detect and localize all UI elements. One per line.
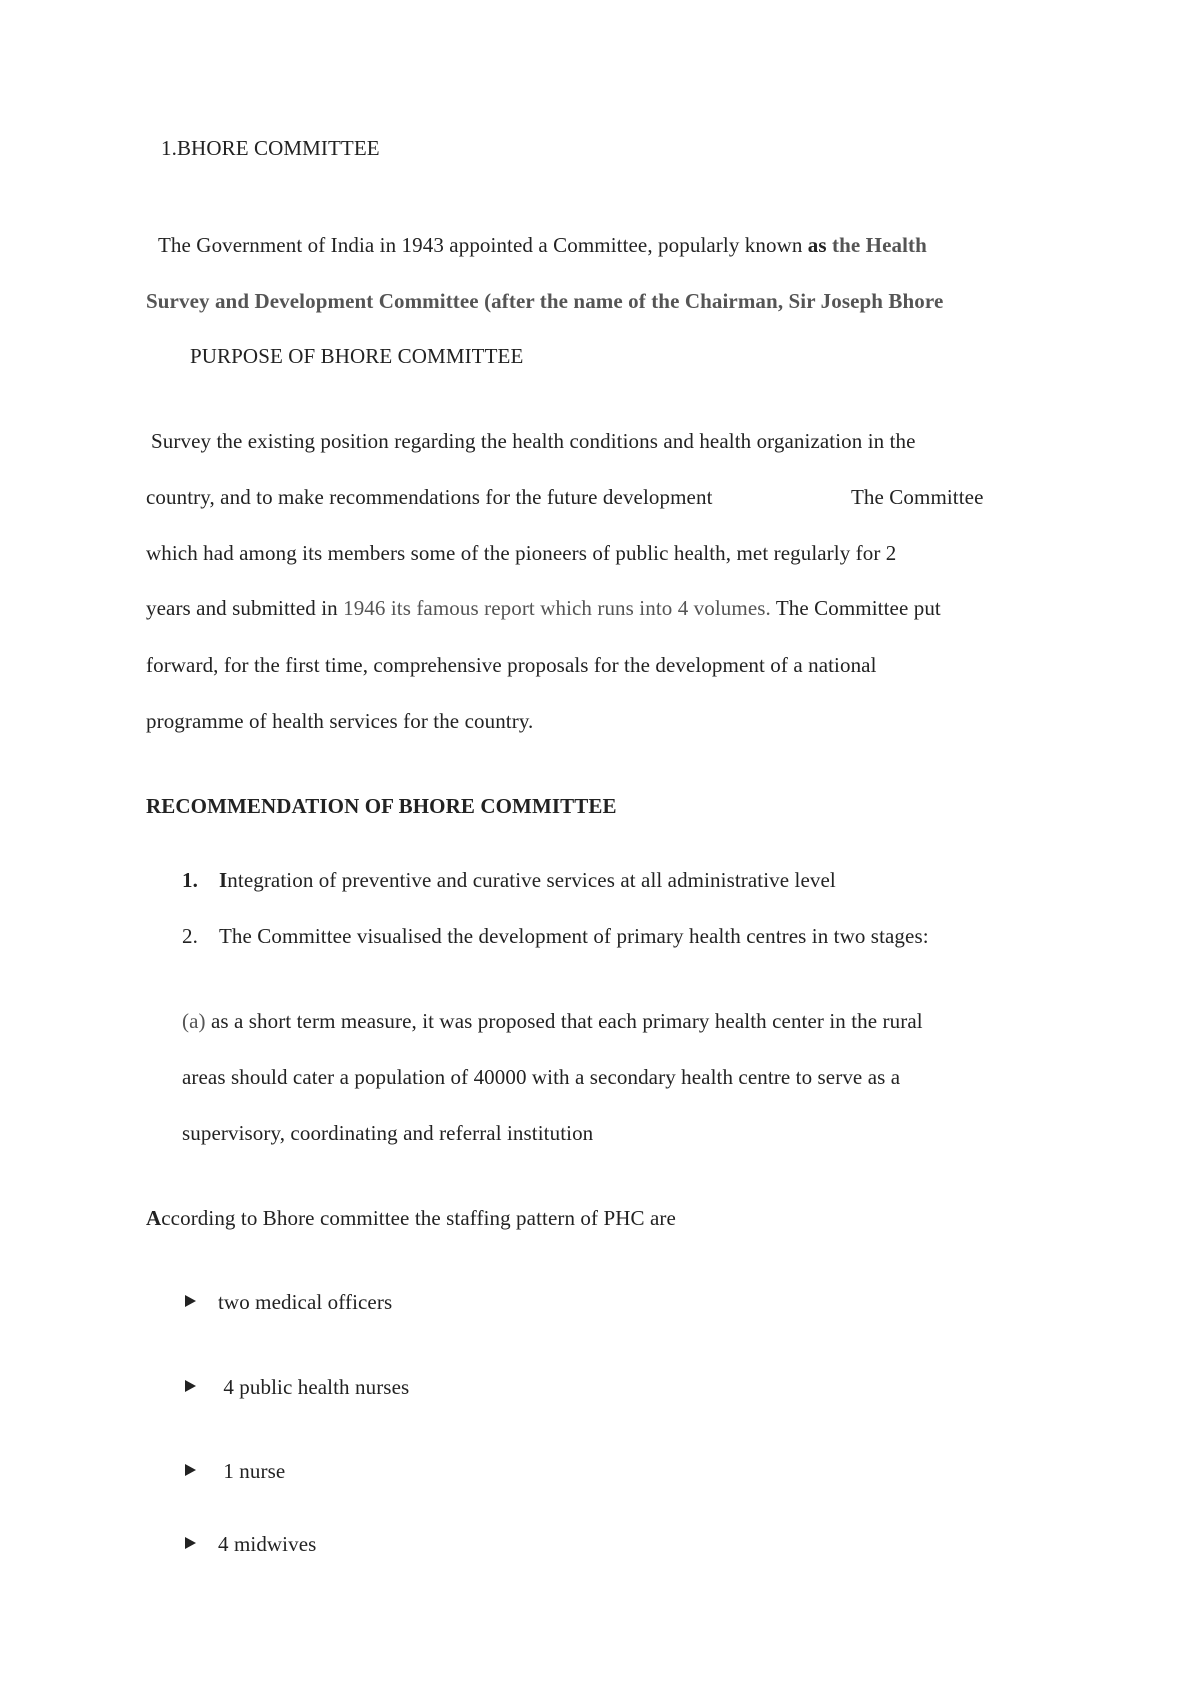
- list-item: [218, 1288, 392, 1316]
- triangle-bullet-icon: [185, 1380, 196, 1392]
- purpose-text: The Committee put: [770, 596, 941, 620]
- recommendation-item-2: [182, 922, 929, 950]
- list-number: 1.: [182, 868, 198, 892]
- purpose-line-5: [146, 651, 877, 679]
- staffing-intro: [146, 1204, 676, 1232]
- triangle-bullet-icon: [185, 1537, 196, 1549]
- purpose-line-2-right: [851, 483, 984, 511]
- report-highlight: 1946 its famous report which runs into 4 volumes.: [343, 596, 771, 620]
- item-first-letter: I: [219, 868, 228, 892]
- stage-a-line-2: [182, 1063, 900, 1091]
- list-item-text: 4 midwives: [218, 1532, 317, 1556]
- purpose-text: years and submitted in: [146, 596, 344, 620]
- recommendation-item-1: [182, 866, 836, 894]
- intro-highlight: the Health: [826, 233, 927, 257]
- list-number: 2.: [182, 924, 198, 948]
- intro-text: The Government of India in 1943 appointed a Committee, popularly known: [158, 233, 808, 257]
- section-heading: [161, 134, 380, 162]
- purpose-heading-text: PURPOSE OF BHORE COMMITTEE: [190, 344, 524, 368]
- list-item: [218, 1457, 285, 1485]
- purpose-text: which had among its members some of the pioneers of public health, met regularly for 2: [146, 541, 897, 565]
- purpose-text: country, and to make recommendations for the future development: [146, 485, 713, 509]
- stage-text: as a short term measure, it was proposed that each primary health center in the rural: [205, 1009, 923, 1033]
- triangle-bullet-icon: [185, 1295, 196, 1307]
- section-heading-text: 1.BHORE COMMITTEE: [161, 136, 380, 160]
- intro-line-1: [158, 231, 927, 259]
- list-item-text: two medical officers: [218, 1290, 393, 1314]
- recommendation-heading-text: RECOMMENDATION OF BHORE COMMITTEE: [146, 794, 617, 818]
- recommendation-text: The Committee visualised the development of primary health centres in two stages:: [219, 924, 929, 948]
- staffing-intro-text: ccording to Bhore committee the staffing pattern of PHC are: [161, 1206, 676, 1230]
- list-item: [218, 1373, 409, 1401]
- intro-bold-word: as: [807, 233, 827, 257]
- list-item-text: 1 nurse: [218, 1459, 286, 1483]
- purpose-heading: [190, 342, 523, 370]
- triangle-bullet-icon: [185, 1464, 196, 1476]
- stage-text: areas should cater a population of 40000 with a secondary health centre to serve as a: [182, 1065, 901, 1089]
- stage-a-line-3: [182, 1119, 593, 1147]
- list-item: [218, 1530, 316, 1558]
- purpose-text: The Committee: [851, 485, 984, 509]
- purpose-line-6: [146, 707, 533, 735]
- purpose-text: forward, for the first time, comprehensive proposals for the development of a national: [146, 653, 877, 677]
- intro-line-2: [146, 287, 943, 315]
- recommendation-text: ntegration of preventive and curative services at all administrative level: [227, 868, 836, 892]
- purpose-line-2: [146, 483, 713, 511]
- staffing-first-letter: A: [146, 1206, 162, 1230]
- purpose-line-3: [146, 539, 896, 567]
- purpose-line-1: [151, 427, 916, 455]
- stage-a-line-1: [182, 1007, 923, 1035]
- stage-label: (a): [182, 1009, 206, 1033]
- recommendation-heading: [146, 792, 617, 820]
- intro-highlight-continued: Survey and Development Committee (after the name of the Chairman, Sir Joseph Bhore: [146, 289, 944, 313]
- purpose-line-4: [146, 594, 941, 622]
- stage-text: supervisory, coordinating and referral institution: [182, 1121, 594, 1145]
- purpose-text: Survey the existing position regarding the health conditions and health organization in the: [151, 429, 916, 453]
- purpose-text: programme of health services for the country.: [146, 709, 534, 733]
- list-item-text: 4 public health nurses: [218, 1375, 410, 1399]
